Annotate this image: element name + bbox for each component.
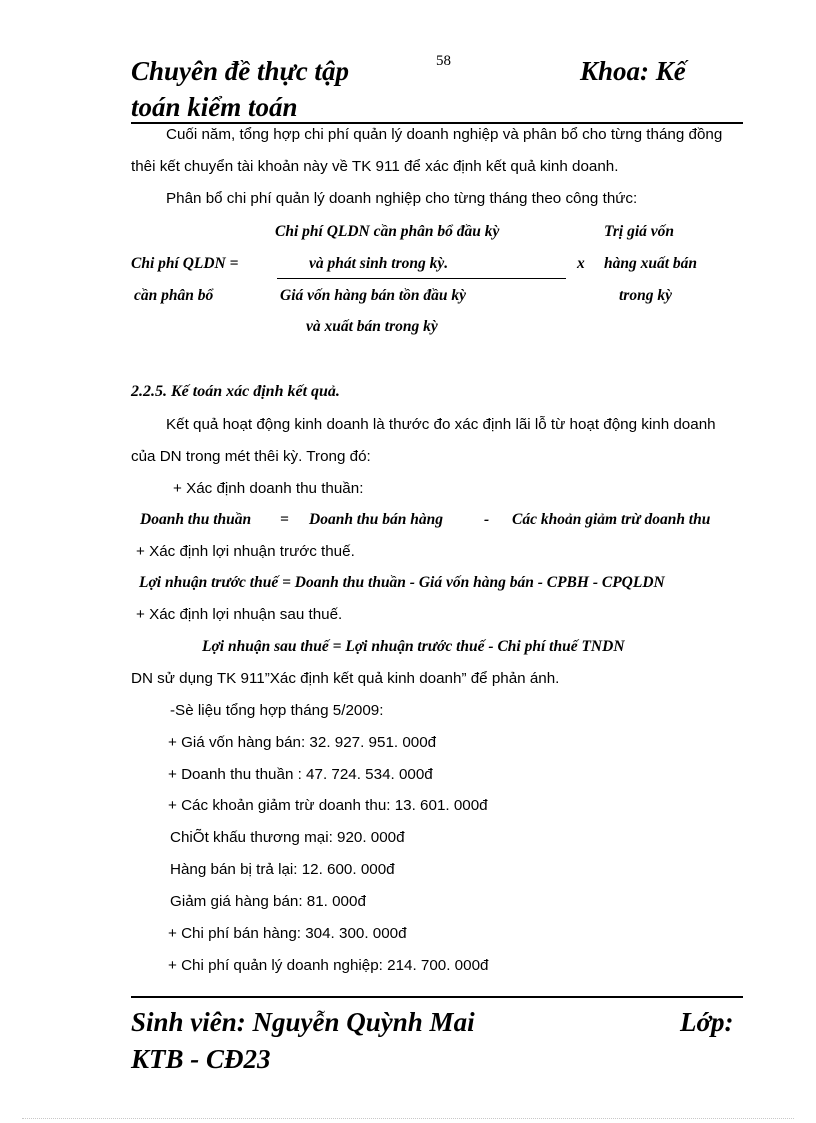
list-item: + Chi phí quản lý doanh nghiệp: 214. 700. 000đ	[168, 957, 489, 974]
formula-times-sign: x	[577, 255, 585, 272]
header-title-line2: toán kiểm toán	[131, 92, 298, 122]
eq-revenue-minus: -	[484, 511, 490, 528]
paragraph-line: thêi kết chuyển tài khoản này về TK 911 để xác định kết quả kinh doanh.	[131, 158, 619, 175]
header-title-line1: Chuyên đề thực tập	[131, 56, 349, 86]
list-item: + Xác định lợi nhuận trước thuế.	[136, 543, 355, 560]
footer-class-value: KTB - CĐ23	[131, 1044, 271, 1074]
footer-rule	[131, 996, 743, 998]
formula-rhs-line1: Trị giá vốn	[604, 223, 675, 240]
figures-heading: -Sè liệu tổng hợp tháng 5/2009:	[170, 702, 384, 719]
list-item: + Doanh thu thuần : 47. 724. 534. 000đ	[168, 766, 433, 783]
eq-aftertax-profit: Lợi nhuận sau thuế = Lợi nhuận trước thuế - Chi phí thuế TNDN	[202, 638, 625, 655]
list-item: + Xác định lợi nhuận sau thuế.	[136, 606, 343, 623]
formula-numerator-line1: Chi phí QLDN cần phân bổ đầu kỳ	[275, 223, 500, 240]
eq-revenue-term1: Doanh thu bán hàng	[309, 511, 443, 528]
paragraph-line: DN sử dụng TK 911”Xác định kết quả kinh doanh” để phản ánh.	[131, 670, 560, 687]
formula-denominator-line1: Giá vốn hàng bán tồn đầu kỳ	[280, 287, 467, 304]
page-number: 58	[436, 53, 451, 69]
list-item: + Xác định doanh thu thuần:	[173, 480, 364, 497]
formula-rhs-line3: trong kỳ	[619, 287, 672, 304]
eq-pretax-profit: Lợi nhuận trước thuế = Doanh thu thuần - Giá vốn hàng bán - CPBH - CPQLDN	[139, 574, 665, 591]
list-item: ChiÕt khấu thương mại: 920. 000đ	[170, 829, 405, 846]
footer-class-label: Lớp:	[680, 1007, 734, 1037]
list-item: Giảm giá hàng bán: 81. 000đ	[170, 893, 366, 910]
list-item: + Các khoản giảm trừ doanh thu: 13. 601. 000đ	[168, 797, 488, 814]
footer-student: Sinh viên: Nguyễn Quỳnh Mai	[131, 1007, 475, 1037]
list-item: Hàng bán bị trả lại: 12. 600. 000đ	[170, 861, 395, 878]
formula-denominator-line2: và xuất bán trong kỳ	[306, 318, 438, 335]
eq-revenue-term2: Các khoản giảm trừ doanh thu	[512, 511, 711, 528]
page-edge-dotted-line	[22, 1118, 794, 1119]
eq-revenue-lhs: Doanh thu thuần	[140, 511, 252, 528]
paragraph-line: Phân bổ chi phí quản lý doanh nghiệp cho từng tháng theo công thức:	[166, 190, 638, 207]
formula-numerator-line2: và phát sinh trong kỳ.	[309, 255, 449, 272]
eq-revenue-equals: =	[280, 511, 289, 528]
section-heading: 2.2.5. Kế toán xác định kết quả.	[131, 383, 340, 400]
formula-lhs-line1: Chi phí QLDN =	[131, 255, 239, 272]
list-item: + Chi phí bán hàng: 304. 300. 000đ	[168, 925, 407, 942]
paragraph-line: Kết quả hoạt động kinh doanh là thước đo xác định lãi lỗ từ hoạt động kinh doanh	[166, 416, 716, 433]
header-faculty: Khoa: Kế	[580, 56, 686, 86]
formula-lhs-line2: cần phân bổ	[134, 287, 214, 304]
formula-rhs-line2: hàng xuất bán	[604, 255, 698, 272]
formula-fraction-bar	[277, 278, 566, 279]
paragraph-line: của DN trong mét thêi kỳ. Trong đó:	[131, 448, 371, 465]
header-rule	[131, 122, 743, 124]
paragraph-line: Cuối năm, tổng hợp chi phí quản lý doanh nghiệp và phân bổ cho từng tháng đồng	[166, 126, 723, 143]
list-item: + Giá vốn hàng bán: 32. 927. 951. 000đ	[168, 734, 437, 751]
